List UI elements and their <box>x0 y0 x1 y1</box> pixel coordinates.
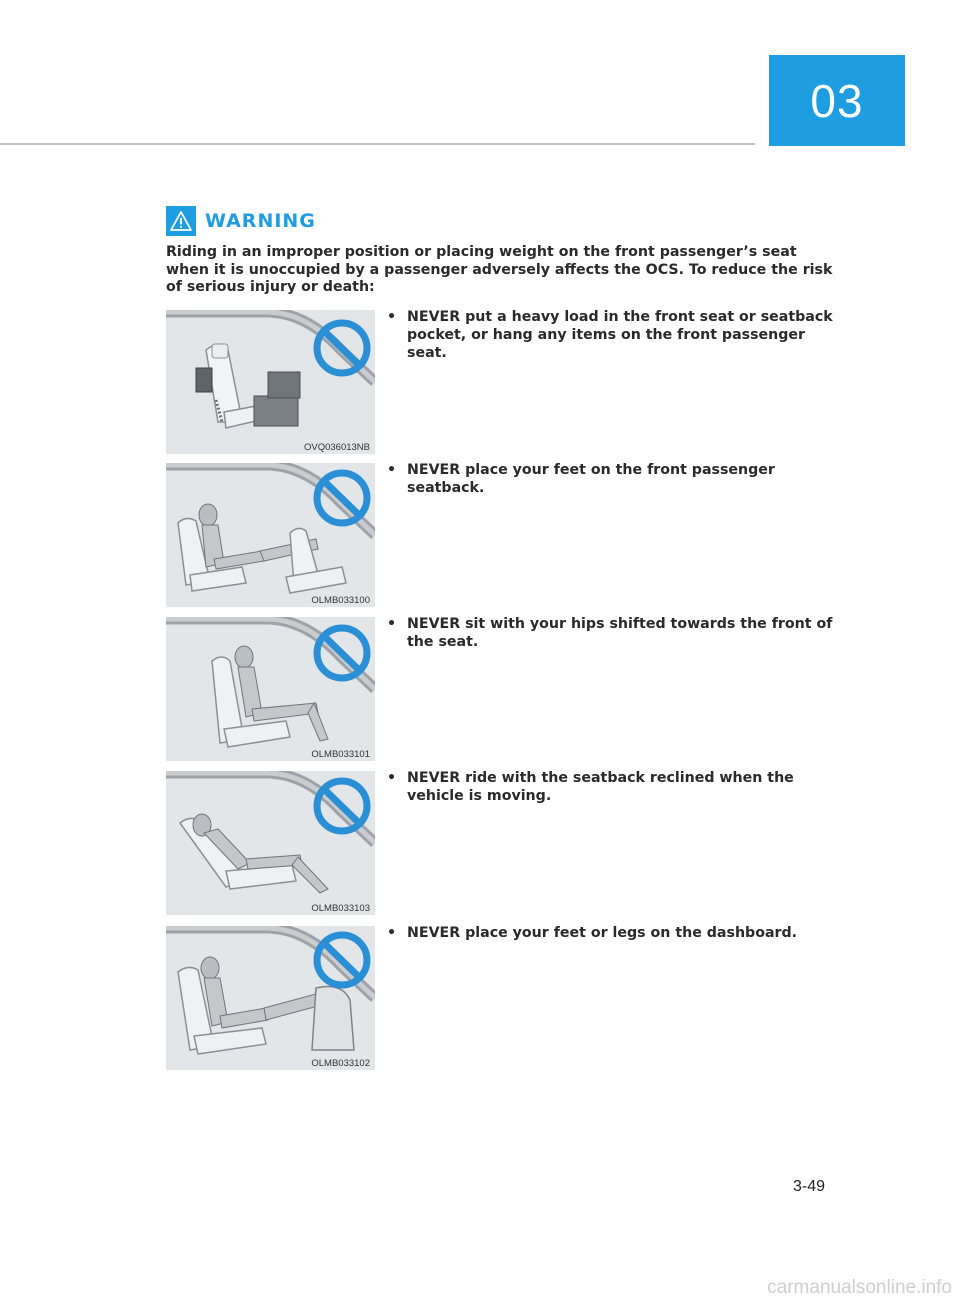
prohibition-icon <box>166 926 375 1070</box>
warning-header <box>166 206 316 236</box>
seat-load-illustration <box>166 310 375 454</box>
watermark: carmanualsonline.info <box>767 1277 952 1298</box>
prohibition-icon <box>166 463 375 607</box>
page-number: 3-49 <box>793 1178 826 1195</box>
reclined-seatback-illustration <box>166 771 375 915</box>
warning-bullet <box>387 615 837 651</box>
warning-triangle-icon <box>166 206 196 236</box>
bullet-text: NEVER place your feet or legs on the dashboard. <box>407 925 798 941</box>
feet-on-dashboard-illustration <box>166 926 375 1070</box>
prohibition-icon <box>166 771 375 915</box>
warning-bullet <box>387 461 837 497</box>
warning-bullet <box>387 308 837 362</box>
warning-item <box>166 310 838 454</box>
warning-intro: Riding in an improper position or placing weight on the front passenger’s seat when it is unoccupied by a passenger adversely affects the OCS. To reduce the risk of serious injury or death: <box>166 244 833 295</box>
illustration-code: OLMB033103 <box>311 903 370 914</box>
bullet-text: NEVER place your feet on the front passenger seatback. <box>407 462 775 496</box>
bullet-marker: • <box>387 770 397 786</box>
bullet-text: NEVER put a heavy load in the front seat or seatback pocket, or hang any items on the front passenger seat. <box>407 309 833 361</box>
prohibition-icon <box>166 617 375 761</box>
illustration-code: OLMB033101 <box>311 749 370 760</box>
illustration-code: OLMB033102 <box>311 1058 370 1069</box>
warning-item <box>166 771 838 915</box>
illustration-code: OVQ036013NB <box>303 442 370 453</box>
prohibition-icon <box>166 310 375 454</box>
bullet-marker: • <box>387 616 397 632</box>
bullet-marker: • <box>387 462 397 478</box>
header-rule <box>0 143 755 145</box>
bullet-text: NEVER ride with the seatback reclined when the vehicle is moving. <box>407 770 794 804</box>
illustration-code: OLMB033100 <box>311 595 370 606</box>
bullet-marker: • <box>387 309 397 325</box>
bullet-text: NEVER sit with your hips shifted towards the front of the seat. <box>407 616 833 650</box>
warning-bullet <box>387 924 837 942</box>
warning-item <box>166 617 838 761</box>
feet-on-seatback-illustration <box>166 463 375 607</box>
warning-item <box>166 926 838 1070</box>
warning-bullet <box>387 769 837 805</box>
bullet-marker: • <box>387 925 397 941</box>
hips-shifted-illustration <box>166 617 375 761</box>
chapter-tab: 03 <box>769 55 905 146</box>
warning-title: WARNING <box>205 210 316 232</box>
warning-item <box>166 463 838 607</box>
